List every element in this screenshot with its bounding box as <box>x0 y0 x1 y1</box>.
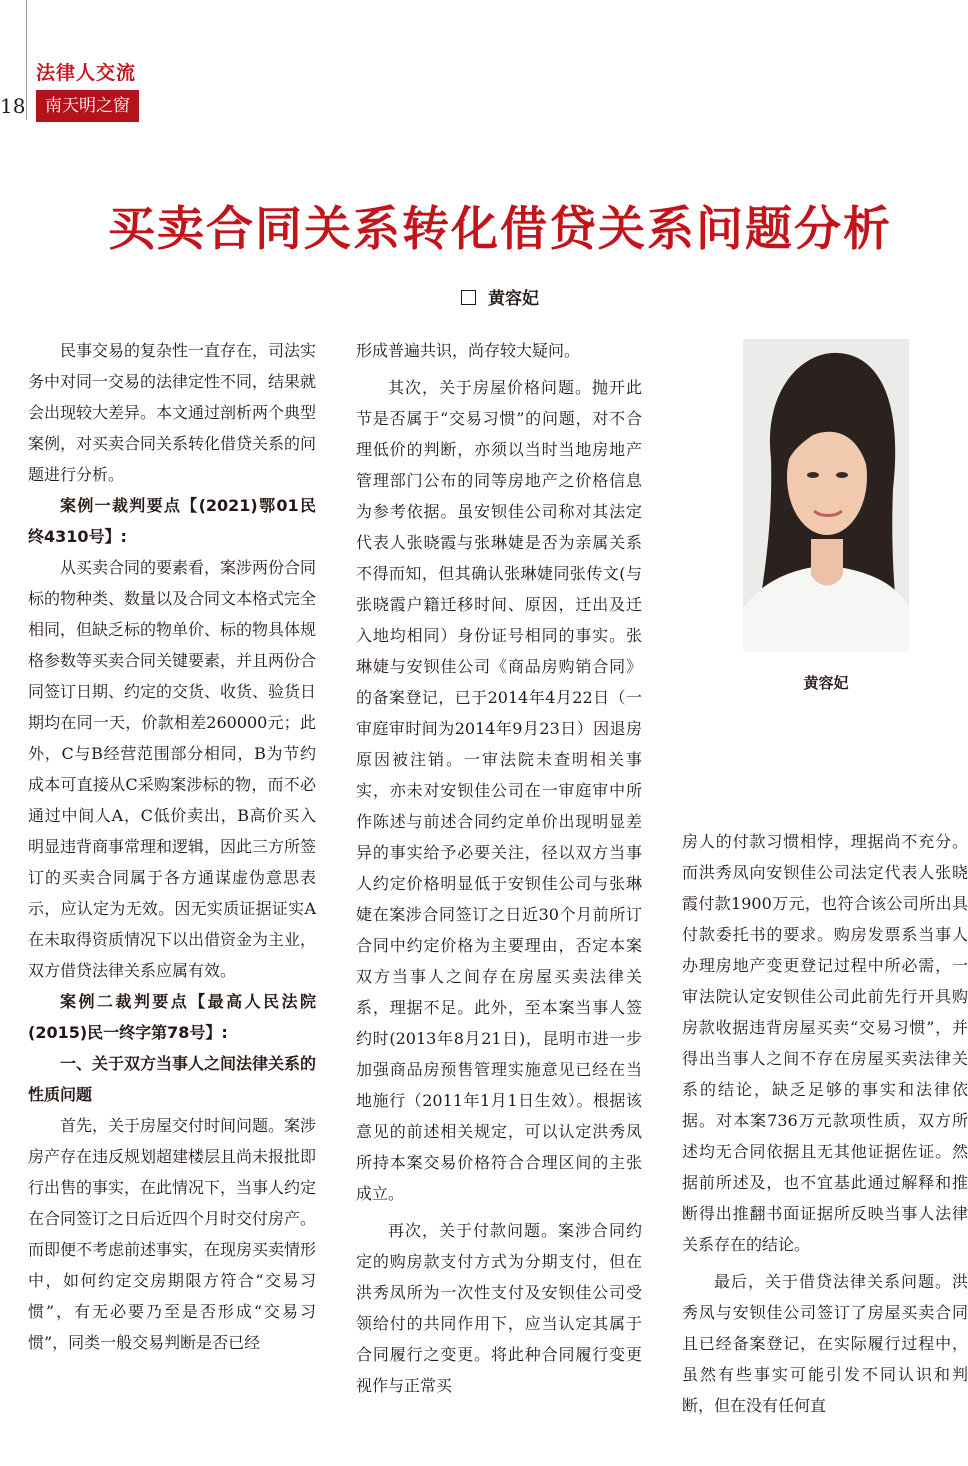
paragraph: 形成普遍共识，尚存较大疑问。 <box>356 341 581 360</box>
margin-rule <box>26 0 27 120</box>
article-title: 买卖合同关系转化借贷关系问题分析 <box>108 202 892 257</box>
column-tag: 南天明之窗 <box>36 90 139 122</box>
author-name: 黄容妃 <box>488 289 539 309</box>
section-label: 法律人交流 <box>36 62 137 84</box>
paragraph: 其次，关于房屋价格问题。抛开此节是否属于“交易习惯”的问题，对不合理低价的判断，亦须以当时当地房地产管理部门公布的同等房地产之价格信息为参考依据。虽安钡佳公司称对其法定代表人张晓霞与张琳婕是否为亲属关系不得而知，但其确认张琳婕同张传文(与张晓霞户籍迁移时间、原因，迁出及迁入地均相同）身份证号相同的事实。张琳婕与安钡佳公司《商品房购销合同》的备案登记，已于2014年4月22日（一审庭审时间为2014年9月23日）因退房原因被注销。一审法院未查明相关事实，亦未对安钡佳公司在一审庭审中所作陈述与前述合同约定单价出现明显差异的事实给予必要关注，径以双方当事人约定价格明显低于安钡佳公司与张琳婕在案涉合同签订之日近30个月前所订合同中约定价格为主要理由，否定本案双方当事人之间存在房屋买卖法律关系，理据不足。此外，至本案当事人签约时(2013年8月21日)，昆明市进一步加强商品房预售管理实施意见已经在当地施行（2011年1月1日生效）。根据该意见的前述相关规定，可以认定洪秀凤所持本案交易价格符合合理区间的主张成立。 <box>356 378 642 1203</box>
case2-heading: 案例二裁判要点【最高人民法院(2015)民一终字第78号】: <box>28 992 316 1042</box>
author-photo <box>743 339 909 652</box>
photo-caption: 黄容妃 <box>803 674 849 692</box>
case1-heading: 案例一裁判要点【(2021)鄂01民终4310号】: <box>28 496 316 546</box>
page-number: 18 <box>0 94 26 118</box>
paragraph: 最后，关于借贷法律关系问题。洪秀凤与安钡佳公司签订了房屋买卖合同且已经备案登记，在实际履行过程中，虽然有些事实可能引发不同认识和判断，但在没有任何直 <box>682 1272 968 1415</box>
byline <box>40 284 960 309</box>
text-column-3 <box>682 826 968 1421</box>
subsection-heading: 一、关于双方当事人之间法律关系的性质问题 <box>28 1054 317 1104</box>
paragraph: 房人的付款习惯相悖，理据尚不充分。而洪秀凤向安钡佳公司法定代表人张晓霞付款1900万元，也符合该公司所出具付款委托书的要求。购房发票系当事人办理房地产变更登记过程中所必需，一审法院认定安钡佳公司此前先行开具购房款收据违背房屋买卖“交易习惯”，并得出当事人之间不存在房屋买卖法律关系的结论，缺乏足够的事实和法律依据。对本案736万元款项性质，双方所述均无合同依据且无其他证据佐证。然据前所述及，也不宜基此通过解释和推断得出推翻书面证据所反映当事人法律关系存在的结论。 <box>682 832 968 1254</box>
paragraph: 民事交易的复杂性一直存在，司法实务中对同一交易的法律定性不同，结果就会出现较大差异。本文通过剖析两个典型案例，对买卖合同关系转化借贷关系的问题进行分析。 <box>28 341 317 484</box>
text-column-2 <box>356 335 642 1401</box>
paragraph: 首先，关于房屋交付时间问题。案涉房产存在违反规划超建楼层且尚未报批即行出售的事实，在此情况下，当事人约定在合同签订之日后近四个月时交付房产。而即便不考虑前述事实，在现房买卖情形中，如何约定交房期限方符合“交易习惯”，有无必要乃至是否形成“交易习惯”，同类一般交易判断是否已经 <box>28 1116 317 1352</box>
paragraph: 从买卖合同的要素看，案涉两份合同标的物种类、数量以及合同文本格式完全相同，但缺乏标的物单价、标的物具体规格参数等买卖合同关键要素，并且两份合同签订日期、约定的交货、收货、验货日期均在同一天，价款相差260000元；此外，C与B经营范围部分相同，B为节约成本可直接从C采购案涉标的物，而不必通过中间人A，C低价卖出，B高价买入明显违背商事常理和逻辑，因此三方所签订的买卖合同属于各方通谋虚伪意思表示，应认定为无效。因无实质证据证实A在未取得资质情况下以出借资金为主业，双方借贷法律关系应属有效。 <box>28 558 317 980</box>
paragraph: 再次，关于付款问题。案涉合同约定的购房款支付方式为分期支付，但在洪秀凤所为一次性支付及安钡佳公司受领给付的共同作用下，应当认定其属于合同履行之变更。将此种合同履行变更视作与正常买 <box>356 1221 642 1395</box>
square-icon <box>461 290 476 305</box>
text-column-1 <box>28 335 316 1358</box>
